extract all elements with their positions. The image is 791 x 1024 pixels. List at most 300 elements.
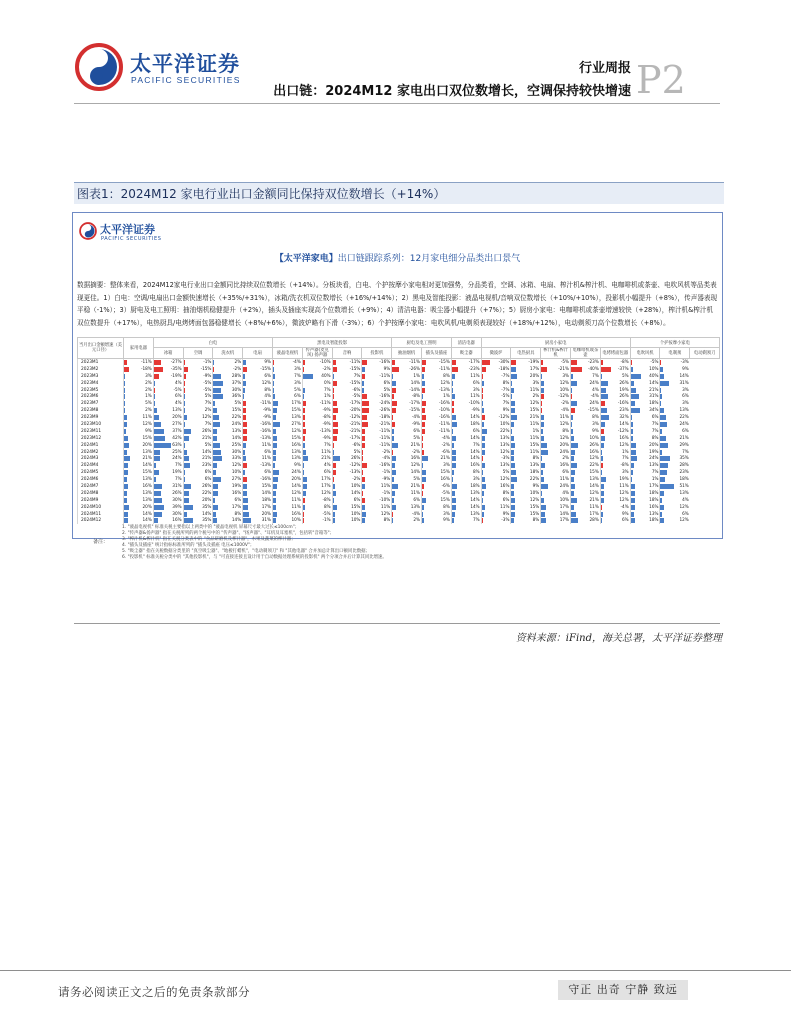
cell-value: 6% [622,517,629,523]
table-cell [332,517,362,524]
positive-bar [452,450,456,455]
cell-value: 14% [559,510,570,516]
table-cell [153,462,183,469]
negative-bar [422,450,424,455]
table-cell [302,442,332,449]
positive-bar [452,415,456,420]
cell-value: 11% [500,503,510,509]
table-cell [541,421,571,428]
table-cell [243,366,273,373]
cell-value: 16% [291,441,301,447]
cell-value: 8% [651,434,659,440]
positive-bar [333,498,335,503]
cell-value: 25% [172,448,182,454]
cell-value: 5% [622,372,629,378]
positive-bar [124,415,127,420]
cell-value: -3% [501,455,510,461]
cell-value: 24% [589,379,599,385]
table-cell [213,380,243,387]
cell-value: 22% [202,489,212,495]
table-cell [541,511,571,518]
table-cell [332,455,362,462]
cell-value: 12% [321,489,331,495]
cell-value: 40% [321,372,331,378]
positive-bar [154,381,155,386]
cell-value: -5% [650,359,659,364]
table-cell [243,435,273,442]
positive-bar [213,374,220,379]
table-cell [660,442,690,449]
table-cell [451,504,481,511]
negative-bar [452,360,457,365]
row-label: 2024M3 [78,455,124,462]
cell-value: 7% [651,469,659,475]
positive-bar [541,415,544,420]
negative-bar [243,477,247,482]
positive-bar [273,401,278,406]
table-cell [660,428,690,435]
table-cell [600,476,630,483]
positive-bar [571,415,573,420]
negative-bar [601,505,602,510]
table-row [78,373,720,380]
cell-value: 14% [470,503,480,509]
table-cell [153,476,183,483]
cell-value: -7% [501,386,510,392]
cell-value: 31% [679,379,689,385]
positive-bar [154,429,164,434]
negative-bar [303,512,304,517]
negative-bar [333,443,335,448]
table-cell [392,455,422,462]
positive-bar [601,498,604,503]
cell-value: -2% [352,476,361,482]
cell-value: 20% [142,441,152,447]
positive-bar [362,484,365,489]
negative-bar [452,408,454,413]
table-cell [124,483,154,490]
positive-bar [124,408,125,413]
negative-bar [541,408,542,413]
negative-bar [243,463,246,468]
table-cell [153,407,183,414]
positive-bar [273,408,277,413]
table-cell [153,387,183,394]
cell-value: 19% [172,469,182,475]
table-cell [600,387,630,394]
table-cell [392,504,422,511]
cell-value: 24% [172,455,182,461]
cell-value: 3% [294,365,301,371]
cell-value: 2% [145,379,152,385]
cell-value: 13% [172,407,182,413]
positive-bar [243,374,245,379]
table-row [78,517,720,524]
table-row [78,359,720,366]
table-cell [481,455,511,462]
positive-bar [303,374,314,379]
positive-bar [213,463,216,468]
cell-value: 5% [383,386,391,392]
table-cell [273,476,303,483]
positive-bar [482,443,485,448]
table-cell [422,373,452,380]
table-cell [273,435,303,442]
cell-value: 13% [529,462,540,468]
cell-value: 4% [323,462,331,468]
cell-value: 5% [204,393,212,399]
positive-bar [660,463,668,468]
cell-value: 8% [592,414,599,420]
cell-value: -20% [349,407,361,413]
positive-bar [422,374,424,379]
cell-value: 12% [500,448,510,454]
negative-bar [333,394,334,399]
negative-bar [362,450,363,455]
table-cell [362,380,392,387]
cell-value: 11% [529,421,540,427]
page-number: P2 [636,58,686,102]
data-source: 资料来源：iFind，海关总署，太平洋证券整理 [515,633,722,644]
note-line: 1. "液晶电视机" 标准关税主要指以上两类中的 "液晶电视机 屏幕尺寸最大过长≤100cm"； [122,525,300,530]
column-header-7: 音响 [332,348,362,359]
row-label: 2023M1 [78,359,124,366]
cell-value: 21% [321,455,331,461]
positive-bar [243,484,247,489]
table-cell [392,469,422,476]
cell-value: 20% [649,441,659,447]
cell-value: 10% [559,386,570,392]
table-cell [183,511,213,518]
negative-bar [303,436,305,441]
cell-value: -5% [322,510,331,516]
cell-value: 2% [145,407,152,413]
positive-bar [601,456,603,461]
table-cell [571,476,601,483]
cell-value: -11% [319,400,331,406]
figure-logo [79,221,179,247]
cell-value: 4% [174,400,182,406]
table-cell [362,490,392,497]
cell-value: 13% [142,476,152,482]
positive-bar [511,422,514,427]
table-cell [302,462,332,469]
positive-bar [124,470,128,475]
table-cell [600,414,630,421]
positive-bar [422,463,423,468]
cell-value: 7% [323,441,331,447]
cell-value: 12% [679,503,689,509]
table-cell [362,517,392,524]
positive-bar [631,463,634,468]
cell-value: 12% [231,462,242,468]
cell-value: 27% [291,421,301,427]
negative-bar [124,367,129,372]
positive-bar [303,477,308,482]
cell-value: -7% [501,372,510,378]
note-line: 3. "榨汁机&榨汁机" 指在关税分类表中的 "食品研磨机及榨汁器"，水果及蔬菜的榨汁器； [122,537,296,542]
negative-bar [422,415,426,420]
cell-value: 17% [321,483,331,489]
table-cell [541,483,571,490]
table-cell [511,504,541,511]
cell-value: 1% [622,448,629,454]
negative-bar [362,415,367,420]
table-cell [571,442,601,449]
positive-bar [392,443,398,448]
cell-value: -4% [590,393,599,399]
cell-value: 11% [559,414,570,420]
table-cell [571,400,601,407]
positive-bar [452,505,456,510]
cell-value: 7% [353,372,361,378]
table-cell [630,380,660,387]
cell-value: 10% [559,496,570,502]
positive-bar [184,443,185,448]
table-cell [511,476,541,483]
cell-value: 36% [231,393,242,399]
cell-value: -13% [319,427,331,433]
positive-bar [452,436,456,441]
cell-value: 16% [649,503,659,509]
cell-value: -10% [439,407,450,413]
table-cell [153,483,183,490]
positive-bar [511,374,516,379]
positive-bar [213,498,215,503]
table-cell [630,435,660,442]
positive-bar [213,484,218,489]
table-cell [362,435,392,442]
positive-bar [184,450,188,455]
table-cell [630,497,660,504]
table-cell [660,373,690,380]
negative-bar [333,408,338,413]
cell-value: 24% [559,483,570,489]
negative-bar [362,429,365,434]
cell-value: 1% [443,393,450,399]
positive-bar [541,436,544,441]
positive-bar [601,388,606,393]
table-cell [273,469,303,476]
negative-bar [124,360,127,365]
positive-bar [422,456,428,461]
table-cell [630,387,660,394]
negative-bar [243,422,247,427]
table-cell [481,359,511,366]
table-cell [392,449,422,456]
cell-value: -16% [379,359,391,364]
table-cell [451,359,481,366]
cell-value: 18% [649,400,659,406]
positive-bar [541,463,545,468]
table-cell [362,393,392,400]
table-cell [153,490,183,497]
table-cell [183,407,213,414]
cell-value: 2% [145,386,152,392]
table-cell [153,428,183,435]
cell-value: 14% [470,434,480,440]
table-cell [124,407,154,414]
row-label: 2023M9 [78,414,124,421]
positive-bar [571,429,573,434]
table-cell [392,462,422,469]
table-cell [332,373,362,380]
cell-value: 6% [651,414,659,420]
cell-value: 35% [202,517,212,523]
positive-bar [511,450,514,455]
table-cell [243,373,273,380]
cell-value: -1% [382,469,391,475]
table-cell [124,442,154,449]
table-cell [422,511,452,518]
cell-value: 12% [559,421,570,427]
cell-value: 4% [562,489,570,495]
table-cell [213,373,243,380]
positive-bar [273,394,275,399]
positive-bar [154,470,159,475]
negative-bar [333,429,339,434]
table-cell [183,400,213,407]
table-cell [362,359,392,366]
table-cell [660,497,690,504]
table-row [78,407,720,414]
positive-bar [601,512,603,517]
negative-bar [571,367,582,372]
negative-bar [362,436,365,441]
cell-value: -16% [260,427,272,433]
table-row [78,435,720,442]
cell-value: 15% [142,434,152,440]
group-header-4: 清洁电器 [451,338,481,348]
cell-value: -15% [349,365,361,371]
cell-value: -11% [439,365,450,371]
cell-value: 14% [470,414,480,420]
cell-value: 16% [470,462,480,468]
table-cell [451,421,481,428]
cell-value: 14% [470,455,480,461]
table-cell [600,517,630,524]
negative-bar [333,415,336,420]
positive-bar [422,518,424,523]
positive-bar [660,401,661,406]
table-cell [481,366,511,373]
table-cell [124,517,154,524]
negative-bar [482,518,483,523]
table-cell [302,483,332,490]
positive-bar [631,394,639,399]
cell-value: 15% [351,503,361,509]
table-cell [541,442,571,449]
table-cell [481,387,511,394]
table-cell [213,455,243,462]
positive-bar [660,512,662,517]
positive-bar [124,422,127,427]
negative-bar [333,401,338,406]
positive-bar [660,367,662,372]
positive-bar [660,518,663,523]
positive-bar [631,505,635,510]
cell-value: -11% [439,427,450,433]
cell-value: 16% [172,517,182,523]
table-cell [302,449,332,456]
positive-bar [184,463,190,468]
cell-value: -8% [411,393,421,399]
column-header-6: 传声器(麦克风) 扬声器 [302,348,332,359]
table-cell [422,504,452,511]
positive-bar [511,408,515,413]
cell-value: -8% [322,414,331,420]
table-cell [481,511,511,518]
table-cell [153,449,183,456]
row-label: 2024M1 [78,442,124,449]
positive-bar [213,381,223,386]
positive-bar [482,512,484,517]
positive-bar [452,491,455,496]
cell-value: 20% [559,441,570,447]
negative-bar [392,360,395,365]
table-row [78,483,720,490]
table-cell [392,407,422,414]
positive-bar [124,491,127,496]
cell-value: 6% [383,379,391,385]
table-cell [213,366,243,373]
cell-value: 11% [470,372,480,378]
table-cell [243,393,273,400]
table-cell [511,449,541,456]
cell-value: -10% [379,496,391,502]
positive-bar [154,436,165,441]
table-cell [302,400,332,407]
positive-bar [482,470,483,475]
negative-bar [571,360,577,365]
table-cell [571,462,601,469]
negative-bar [303,408,305,413]
cell-value: 11% [529,434,540,440]
positive-bar [631,367,634,372]
table-cell [213,504,243,511]
positive-bar [482,505,485,510]
cell-value: -37% [617,365,629,371]
cell-value: 8% [383,517,391,523]
cell-value: 31% [649,393,659,399]
table-cell [362,387,392,394]
cell-value: 5% [413,434,421,440]
positive-bar [482,422,485,427]
table-cell [630,366,660,373]
table-cell [422,462,452,469]
column-header-18: 电剃须 [660,348,690,359]
table-cell [541,517,571,524]
positive-bar [541,477,544,482]
positive-bar [124,477,127,482]
table-cell [660,490,690,497]
cell-value: 30% [172,496,182,502]
positive-bar [571,491,574,496]
table-cell [541,373,571,380]
column-header-8: 投影机 [362,348,392,359]
table-cell [571,373,601,380]
table-cell [213,435,243,442]
negative-bar [184,374,186,379]
table-cell [541,366,571,373]
table-cell [481,476,511,483]
negative-bar [422,367,425,372]
table-cell [511,490,541,497]
positive-bar [541,422,544,427]
negative-bar [601,429,604,434]
table-cell [422,455,452,462]
cell-value: 5% [353,448,361,454]
